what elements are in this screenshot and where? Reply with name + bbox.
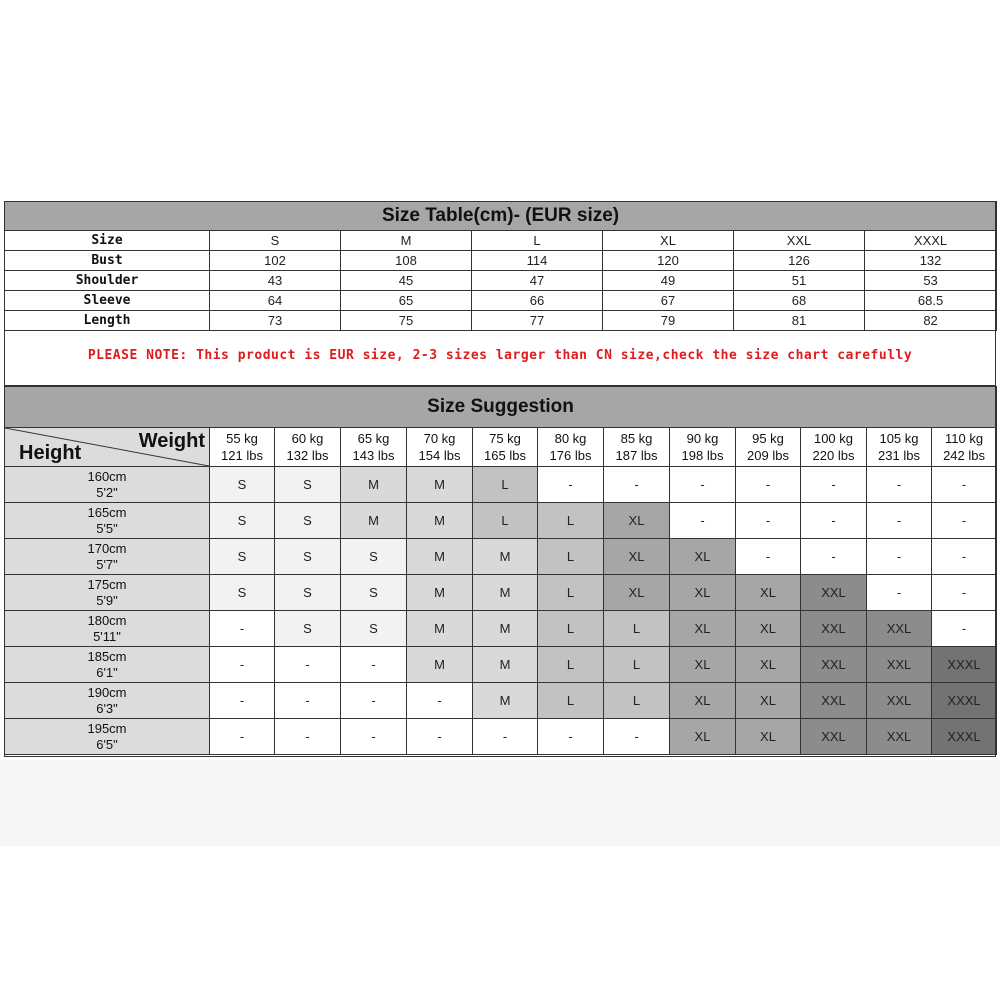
size-suggestion-cell: S: [210, 575, 275, 611]
height-ft: 5'11": [93, 628, 121, 644]
size-suggestion-cell: S: [275, 467, 341, 503]
size-suggestion-cell: S: [341, 575, 407, 611]
size-suggestion-cell: -: [932, 539, 997, 575]
measure-value: 45: [341, 271, 472, 291]
weight-axis-label: Weight: [138, 430, 205, 452]
size-suggestion-cell: XL: [670, 539, 736, 575]
measure-value: 49: [603, 271, 734, 291]
size-suggestion-cell: XXXL: [932, 647, 997, 683]
height-cm: 190cm: [87, 684, 127, 700]
size-suggestion-cell: -: [867, 539, 932, 575]
height-ft: 6'1": [96, 664, 118, 680]
height-cm: 175cm: [87, 576, 127, 592]
measure-value: 132: [865, 251, 997, 271]
size-suggestion-cell: -: [932, 575, 997, 611]
size-suggestion-cell: M: [473, 647, 538, 683]
size-suggestion-cell: XXXL: [932, 683, 997, 719]
size-suggestion-cell: S: [275, 575, 341, 611]
size-suggestion-cell: -: [275, 719, 341, 755]
measure-value: 64: [210, 291, 341, 311]
bottom-band: [0, 760, 1000, 846]
measure-value: 53: [865, 271, 997, 291]
size-col-header: XXL: [734, 231, 865, 251]
size-suggestion-cell: -: [341, 683, 407, 719]
size-suggestion-cell: XL: [736, 683, 801, 719]
size-suggestion-cell: XL: [670, 611, 736, 647]
measure-value: 43: [210, 271, 341, 291]
size-suggestion-cell: -: [736, 503, 801, 539]
size-suggestion-cell: XL: [736, 575, 801, 611]
measure-value: 68.5: [865, 291, 997, 311]
size-suggestion-cell: -: [407, 683, 473, 719]
size-suggestion-cell: XXL: [801, 575, 867, 611]
size-suggestion-cell: L: [604, 647, 670, 683]
weight-lbs: 121 lbs: [221, 448, 263, 463]
size-suggestion-cell: XXL: [801, 611, 867, 647]
size-suggestion-cell: L: [473, 467, 538, 503]
size-suggestion-cell: XL: [670, 647, 736, 683]
size-suggestion-cell: -: [867, 503, 932, 539]
size-suggestion-cell: M: [473, 575, 538, 611]
size-suggestion-cell: -: [210, 683, 275, 719]
weight-lbs: 132 lbs: [286, 448, 329, 463]
size-suggestion-cell: -: [670, 467, 736, 503]
weight-kg: 90 kg: [686, 431, 719, 446]
size-suggestion-cell: -: [801, 467, 867, 503]
size-col-header: L: [472, 231, 603, 251]
measure-value: 108: [341, 251, 472, 271]
size-suggestion-cell: L: [604, 611, 670, 647]
size-suggestion-cell: S: [210, 503, 275, 539]
measure-value: 47: [472, 271, 603, 291]
size-suggestion-cell: XXL: [867, 647, 932, 683]
size-suggestion-cell: -: [867, 467, 932, 503]
weight-kg: 105 kg: [879, 431, 919, 446]
size-suggestion-cell: L: [604, 683, 670, 719]
size-suggestion-cell: -: [341, 719, 407, 755]
size-col-header: M: [341, 231, 472, 251]
size-suggestion-cell: M: [407, 611, 473, 647]
measure-label: Bust: [5, 251, 210, 271]
height-ft: 5'7": [96, 556, 118, 572]
size-suggestion-cell: -: [604, 719, 670, 755]
measure-value: 67: [603, 291, 734, 311]
size-suggestion-cell: -: [275, 683, 341, 719]
weight-kg: 75 kg: [489, 431, 521, 446]
size-suggestion-cell: -: [210, 719, 275, 755]
size-suggestion-cell: L: [538, 575, 604, 611]
weight-lbs: 198 lbs: [681, 448, 724, 463]
size-suggestion-cell: XL: [670, 683, 736, 719]
size-suggestion-cell: L: [538, 683, 604, 719]
measure-value: 68: [734, 291, 865, 311]
measure-label: Length: [5, 311, 210, 331]
size-suggestion-cell: -: [932, 503, 997, 539]
height-cm: 165cm: [87, 504, 127, 520]
weight-lbs: 209 lbs: [747, 448, 789, 463]
size-suggestion-cell: L: [538, 503, 604, 539]
size-suggestion-cell: M: [473, 539, 538, 575]
table-frame: [4, 201, 996, 757]
height-cm: 195cm: [87, 720, 127, 736]
size-suggestion-cell: XXL: [801, 719, 867, 755]
height-cm: 180cm: [87, 612, 127, 628]
weight-kg: 55 kg: [226, 431, 258, 446]
size-suggestion-cell: XL: [604, 575, 670, 611]
weight-lbs: 242 lbs: [943, 448, 985, 463]
size-suggestion-cell: S: [341, 539, 407, 575]
measure-value: 120: [603, 251, 734, 271]
size-suggestion-cell: S: [210, 467, 275, 503]
size-suggestion-cell: XXL: [867, 719, 932, 755]
size-suggestion-cell: -: [341, 647, 407, 683]
size-suggestion-cell: -: [932, 467, 997, 503]
weight-kg: 60 kg: [291, 431, 324, 446]
measure-value: 82: [865, 311, 997, 331]
size-suggestion-cell: XL: [736, 611, 801, 647]
size-suggestion-cell: -: [538, 719, 604, 755]
size-suggestion-cell: M: [407, 503, 473, 539]
size-suggestion-cell: -: [210, 611, 275, 647]
measure-label: Sleeve: [5, 291, 210, 311]
size-suggestion-cell: M: [407, 539, 473, 575]
size-suggestion-cell: M: [407, 647, 473, 683]
size-table-title: Size Table(cm)- (EUR size): [5, 202, 997, 231]
size-suggestion-cell: XXL: [801, 683, 867, 719]
size-suggestion-cell: M: [407, 575, 473, 611]
size-suggestion-cell: -: [736, 467, 801, 503]
size-suggestion-cell: -: [932, 611, 997, 647]
measure-label: Shoulder: [5, 271, 210, 291]
size-suggestion-cell: -: [736, 539, 801, 575]
size-col-header: XL: [603, 231, 734, 251]
size-suggestion-cell: -: [538, 467, 604, 503]
measure-value: 79: [603, 311, 734, 331]
measure-value: 81: [734, 311, 865, 331]
weight-kg: 65 kg: [357, 431, 390, 446]
weight-lbs: 176 lbs: [549, 448, 592, 463]
size-suggestion-cell: -: [867, 575, 932, 611]
height-ft: 6'3": [96, 700, 118, 716]
weight-kg: 100 kg: [813, 431, 854, 446]
measure-value: 73: [210, 311, 341, 331]
weight-lbs: 165 lbs: [484, 448, 526, 463]
size-suggestion-cell: S: [275, 611, 341, 647]
weight-kg: 85 kg: [620, 431, 653, 446]
size-suggestion-cell: S: [275, 539, 341, 575]
suggestion-title: Size Suggestion: [5, 387, 997, 428]
measure-value: 114: [472, 251, 603, 271]
measure-value: 51: [734, 271, 865, 291]
size-suggestion-cell: S: [341, 611, 407, 647]
size-suggestion-cell: XL: [670, 575, 736, 611]
size-suggestion-cell: L: [538, 539, 604, 575]
size-suggestion-cell: -: [473, 719, 538, 755]
measure-value: 126: [734, 251, 865, 271]
height-ft: 5'2": [96, 484, 118, 500]
size-suggestion-cell: XXXL: [932, 719, 997, 755]
size-suggestion-cell: XL: [736, 719, 801, 755]
weight-lbs: 187 lbs: [615, 448, 658, 463]
weight-lbs: 220 lbs: [812, 448, 855, 463]
size-suggestion-cell: M: [473, 683, 538, 719]
height-ft: 5'9": [96, 592, 118, 608]
size-note: PLEASE NOTE: This product is EUR size, 2-3 sizes larger than CN size,check the size chart carefully: [87, 348, 913, 363]
size-suggestion-cell: M: [341, 503, 407, 539]
size-suggestion-cell: -: [801, 503, 867, 539]
height-cm: 185cm: [87, 648, 127, 664]
weight-kg: 95 kg: [752, 431, 784, 446]
size-suggestion-cell: -: [670, 503, 736, 539]
size-suggestion-cell: XXL: [801, 647, 867, 683]
measure-value: 75: [341, 311, 472, 331]
size-suggestion-cell: XXL: [867, 611, 932, 647]
size-suggestion-cell: -: [604, 467, 670, 503]
height-ft: 6'5": [96, 736, 118, 752]
size-suggestion-cell: -: [407, 719, 473, 755]
measure-value: 65: [341, 291, 472, 311]
size-suggestion-cell: XL: [604, 539, 670, 575]
weight-kg: 70 kg: [423, 431, 456, 446]
height-axis-label: Height: [19, 442, 82, 464]
weight-lbs: 154 lbs: [418, 448, 461, 463]
weight-kg: 80 kg: [554, 431, 587, 446]
measure-value: 102: [210, 251, 341, 271]
weight-kg: 110 kg: [945, 431, 984, 446]
size-suggestion-cell: L: [538, 611, 604, 647]
size-suggestion-cell: S: [210, 539, 275, 575]
size-suggestion-cell: M: [341, 467, 407, 503]
size-suggestion-cell: S: [275, 503, 341, 539]
size-header-label: Size: [5, 231, 210, 251]
measure-value: 66: [472, 291, 603, 311]
weight-lbs: 231 lbs: [878, 448, 920, 463]
size-col-header: S: [210, 231, 341, 251]
size-col-header: XXXL: [865, 231, 997, 251]
size-suggestion-cell: L: [473, 503, 538, 539]
size-suggestion-cell: M: [473, 611, 538, 647]
size-suggestion-cell: -: [210, 647, 275, 683]
size-suggestion-cell: M: [407, 467, 473, 503]
height-cm: 160cm: [87, 468, 127, 484]
size-suggestion-cell: XL: [670, 719, 736, 755]
size-suggestion-cell: XL: [604, 503, 670, 539]
size-suggestion-cell: XL: [736, 647, 801, 683]
weight-lbs: 143 lbs: [352, 448, 395, 463]
height-ft: 5'5": [96, 520, 118, 536]
size-suggestion-cell: XXL: [867, 683, 932, 719]
height-cm: 170cm: [87, 540, 127, 556]
measure-value: 77: [472, 311, 603, 331]
size-suggestion-cell: L: [538, 647, 604, 683]
size-suggestion-cell: -: [801, 539, 867, 575]
size-suggestion-cell: -: [275, 647, 341, 683]
